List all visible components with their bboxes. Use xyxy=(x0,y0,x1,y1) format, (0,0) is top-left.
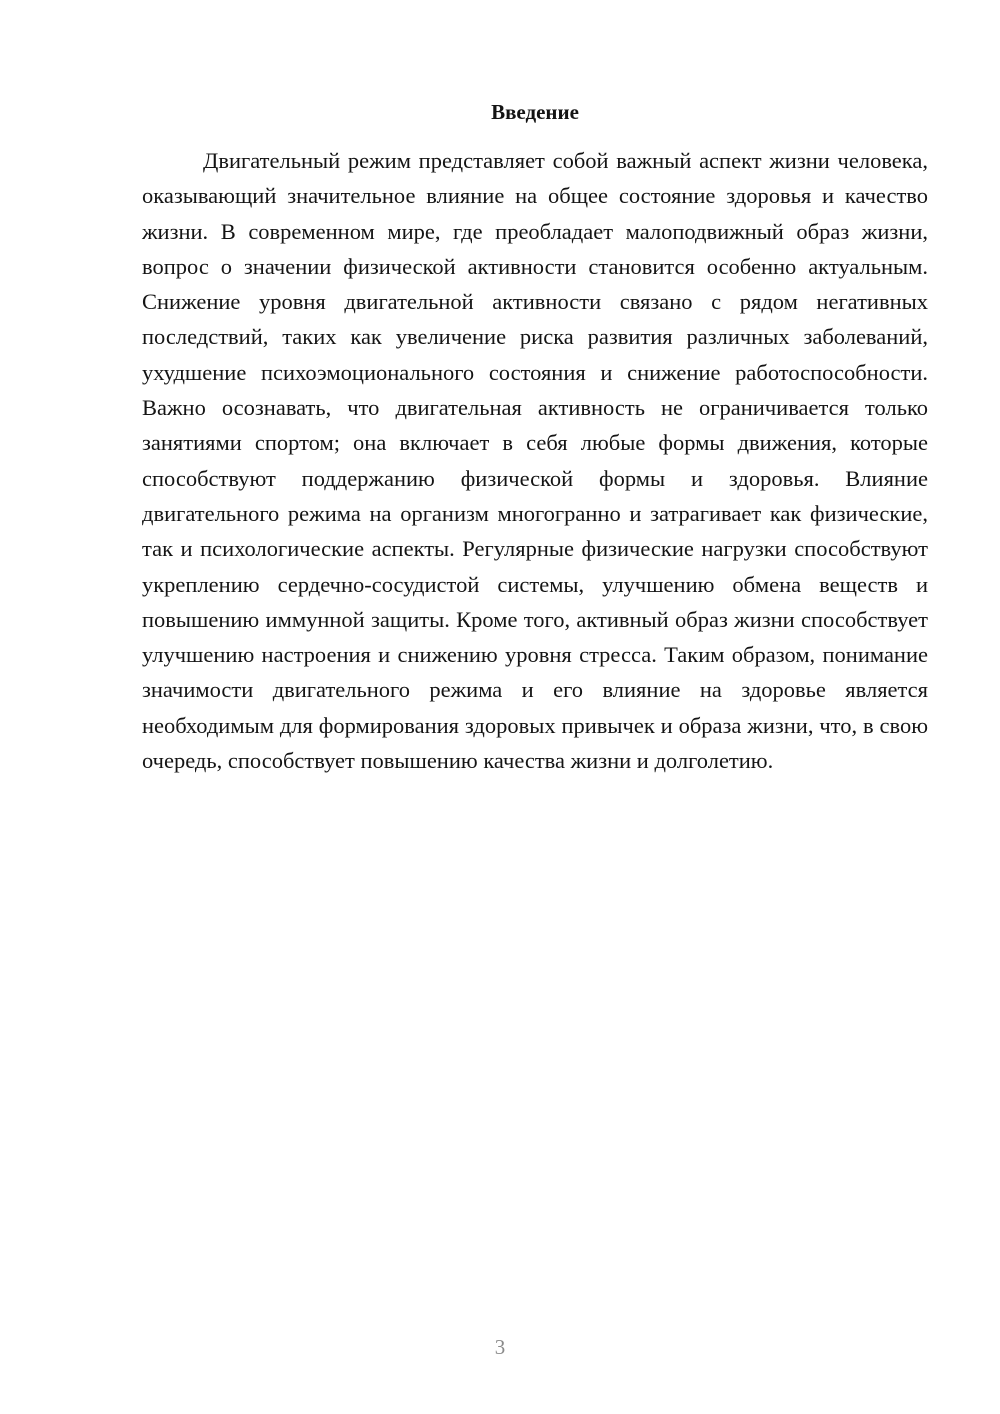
page-number: 3 xyxy=(494,1335,506,1359)
body-paragraph: Двигательный режим представляет собой важный аспект жизни человека, оказывающий значительное влияние на общее состояние здоровья и качество жизни. В современном мире, где преобладает малоподвижный образ жизни, вопрос о значении физической активности становится особенно актуальным. Снижение уровня двигательной активности связано с рядом негативных последствий, таких как увеличение риска развития различных заболеваний, ухудшение психоэмоционального состояния и снижение работоспособности. Важно осознавать, что двигательная активность не ограничивается только занятиями спортом; она включает в себя любые формы движения, которые способствуют поддержанию физической формы и здоровья. Влияние двигательного режима на организм многогранно и затрагивает как физические, так и психологические аспекты. Регулярные физические нагрузки способствуют укреплению сердечно-сосудистой системы, улучшению обмена веществ и повышению иммунной защиты. Кроме того, активный образ жизни способствует улучшению настроения и снижению уровня стресса. Таким образом, понимание значимости двигательного режима и его влияние на здоровье является необходимым для формирования здоровых привычек и образа жизни, что, в свою очередь, способствует повышению качества жизни и долголетию. xyxy=(142,148,928,774)
section-title: Введение xyxy=(491,100,579,124)
